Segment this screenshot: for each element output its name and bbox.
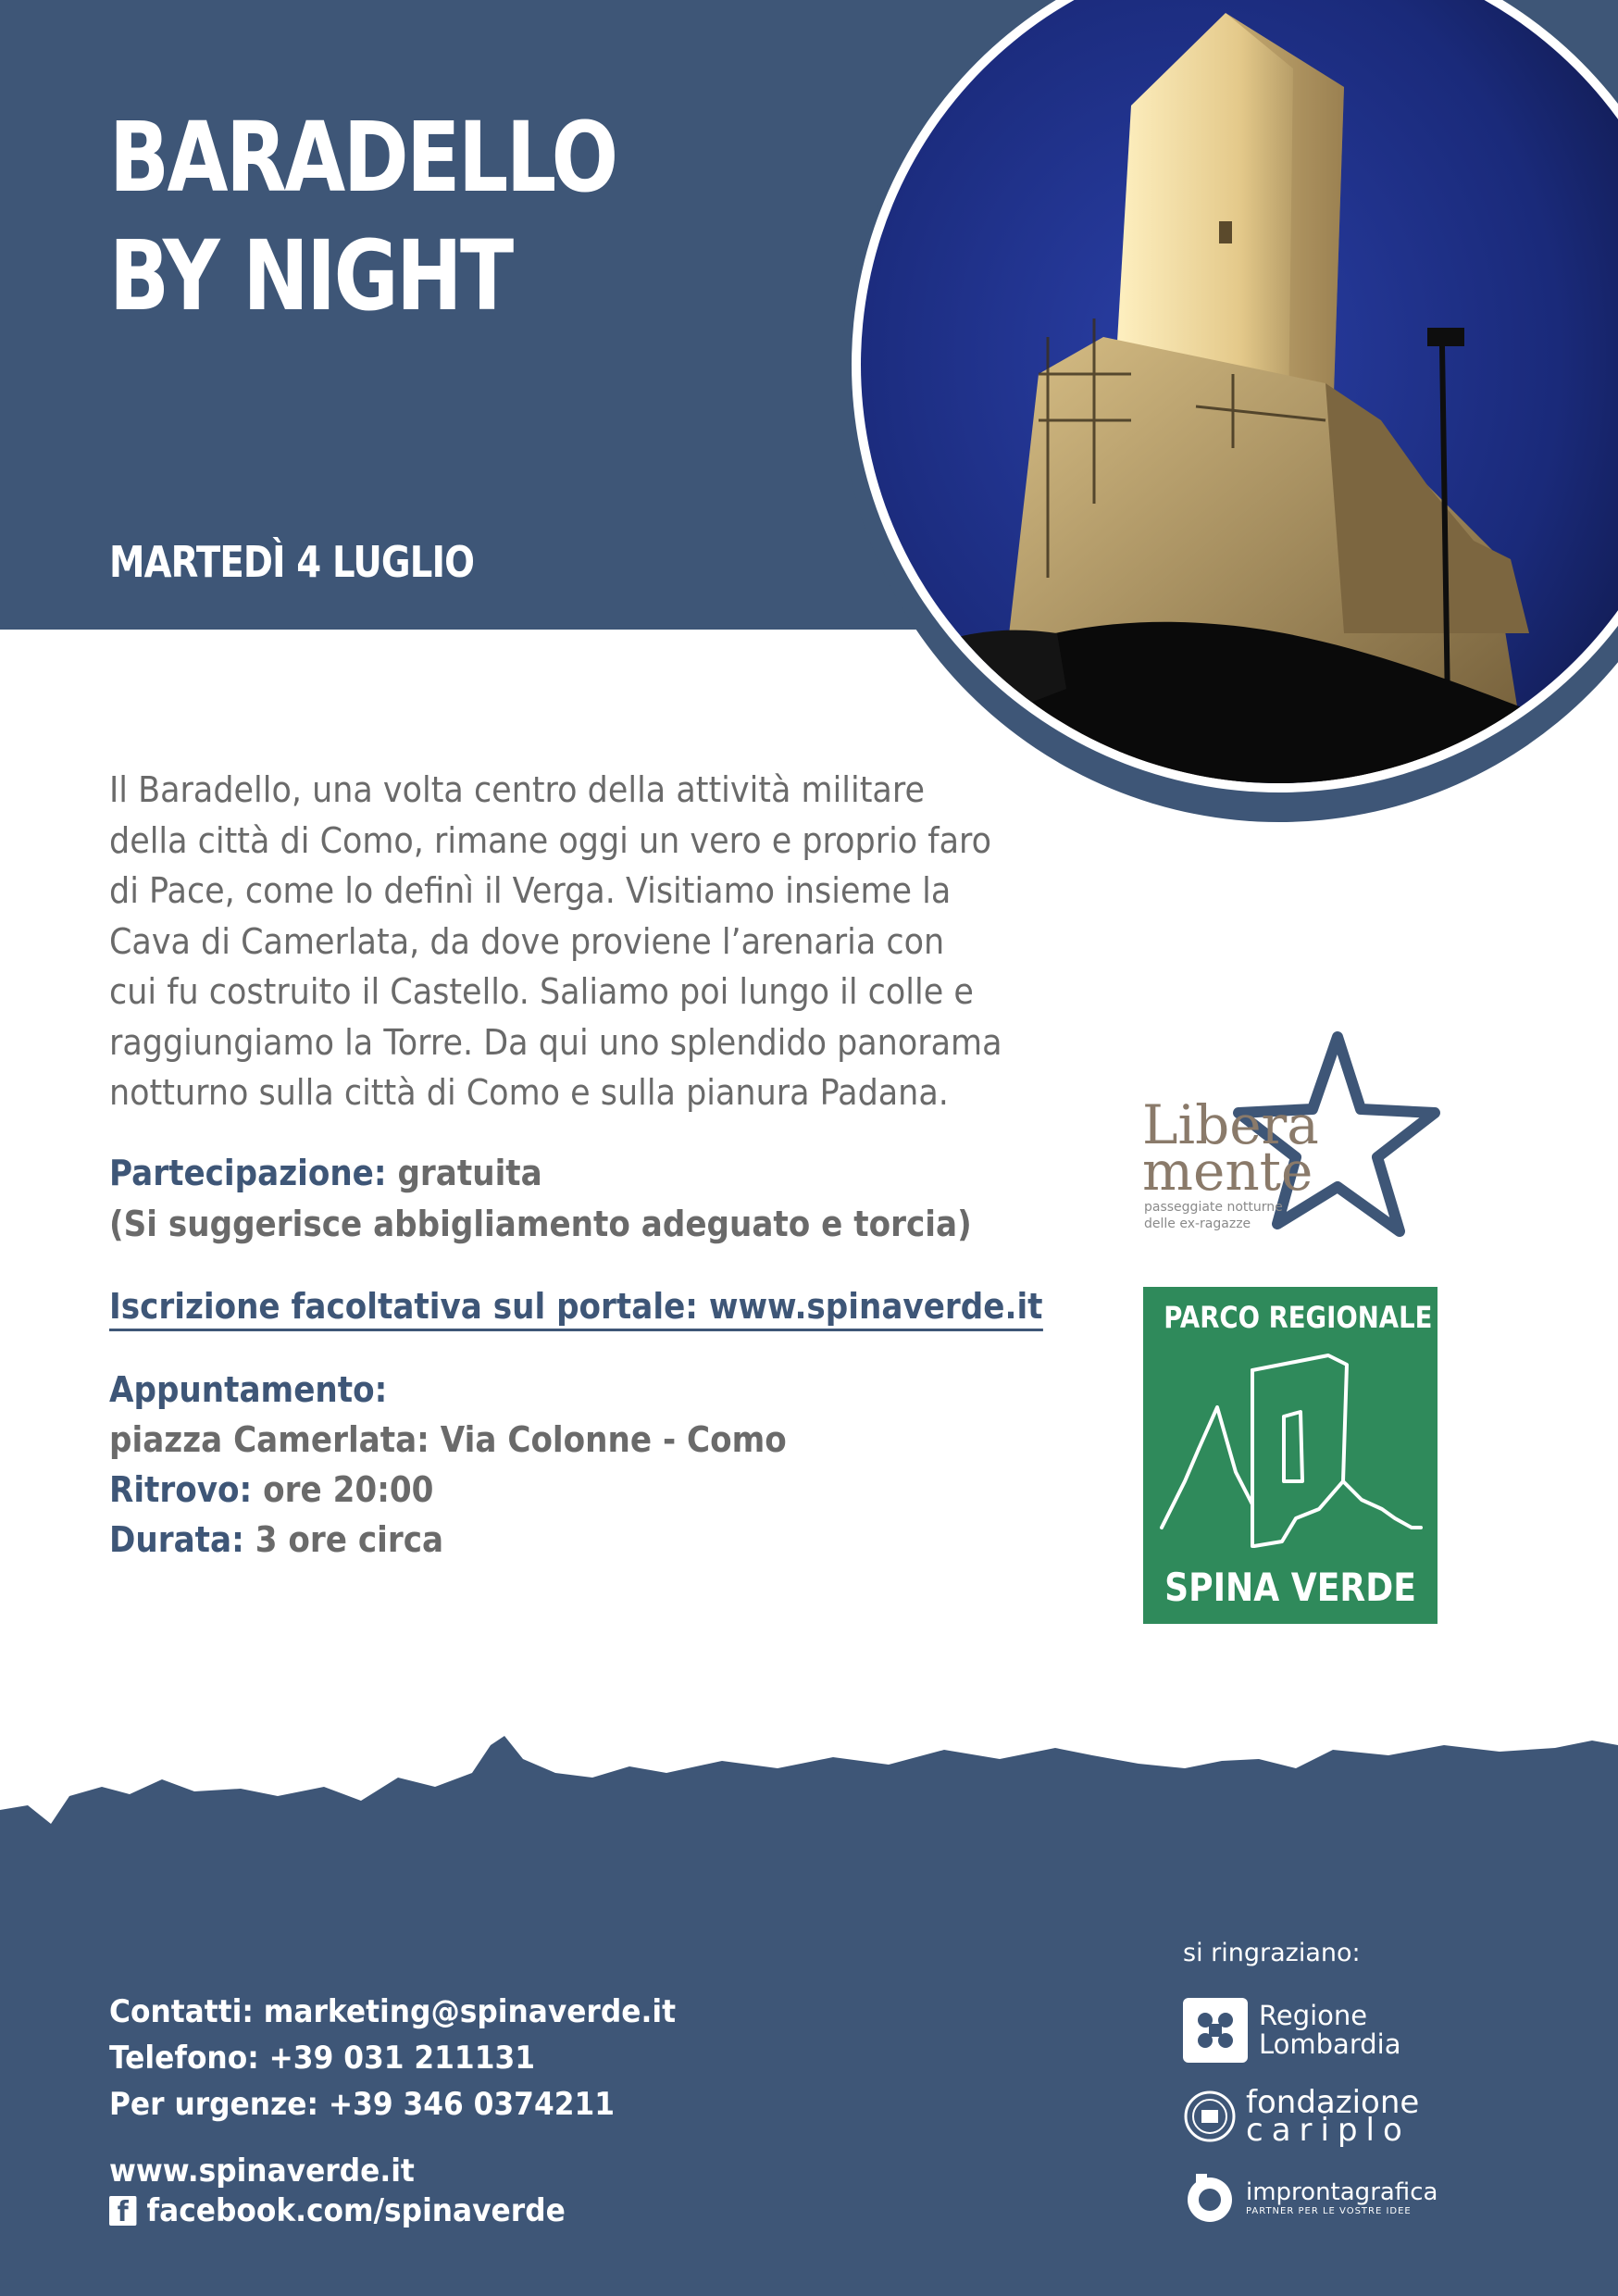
meeting-value: ore 20:00 [252, 1469, 434, 1510]
fondazione-cariplo-logo [1183, 2084, 1420, 2149]
description-line: cui fu costruito il Castello. Saliamo poi lungo il colle e [109, 971, 974, 1012]
duration-label: Durata: [109, 1519, 244, 1560]
parco-spina-verde-logo [1143, 1287, 1438, 1624]
meeting-label: Ritrovo: [109, 1469, 253, 1510]
svg-text:delle ex-ragazze: delle ex-ragazze [1144, 1217, 1251, 1231]
parco-logo-top: PARCO REGIONALE [1164, 1300, 1433, 1335]
improntagrafica-logo [1183, 2170, 1438, 2224]
facebook-url: facebook.com/spinaverde [146, 2192, 566, 2229]
contact-phone[interactable]: Telefono: +39 031 211131 [109, 2040, 535, 2077]
improntagrafica-icon [1183, 2170, 1237, 2224]
meeting-time [109, 1465, 433, 1515]
cariplo-line-2: cariplo [1246, 2112, 1411, 2149]
description [109, 765, 1029, 1118]
svg-text:passeggiate notturne: passeggiate notturne [1144, 1200, 1283, 1215]
participation [109, 1148, 542, 1198]
title-line-1: BARADELLO [109, 101, 616, 214]
regione-lombardia-icon [1183, 1998, 1248, 2063]
title-line-2: BY NIGHT [109, 219, 512, 332]
contact-email[interactable]: Contatti: marketing@spinaverde.it [109, 1993, 677, 2030]
facebook-link[interactable] [109, 2192, 566, 2229]
appointment-label [109, 1365, 387, 1415]
tower-outline-icon [1143, 1342, 1438, 1555]
description-line: della città di Como, rimane oggi un vero e proprio faro [109, 819, 992, 861]
thanks-label: si ringraziano: [1183, 1939, 1361, 1967]
regione-line-2: Lombardia [1259, 2028, 1401, 2060]
event-date: MARTEDÌ 4 LUGLIO [109, 537, 475, 587]
impronta-name: improntagrafica [1246, 2177, 1438, 2206]
duration [109, 1515, 443, 1565]
impronta-tagline: PARTNER PER LE VOSTRE IDEE [1246, 2205, 1412, 2216]
libera-mente-logo [1139, 1028, 1444, 1241]
appointment-heading: Appuntamento: [109, 1369, 388, 1410]
parco-logo-bottom: SPINA VERDE [1164, 1565, 1416, 1610]
regione-lombardia-logo [1183, 1998, 1400, 2063]
regione-line-1: Regione [1259, 2000, 1368, 2031]
participation-note: (Si suggerisce abbigliamento adeguato e torcia) [109, 1204, 972, 1244]
description-line: di Pace, come lo definì il Verga. Visitiamo insieme la [109, 870, 952, 911]
description-line: Cava di Camerlata, da dove proviene l’arenaria con [109, 920, 945, 962]
duration-value: 3 ore circa [243, 1519, 444, 1560]
mountain-ridge [0, 1722, 1618, 1852]
facebook-icon: f [109, 2196, 136, 2226]
description-line: Il Baradello, una volta centro della attività militare [109, 769, 925, 810]
svg-text:Libera: Libera [1142, 1093, 1319, 1156]
cariplo-seal-icon [1183, 2090, 1237, 2143]
appointment-place: piazza Camerlata: Via Colonne - Como [109, 1419, 787, 1460]
registration-row [109, 1281, 1043, 1331]
website-link[interactable]: www.spinaverde.it [109, 2152, 415, 2190]
description-line: raggiungiamo la Torre. Da qui uno splendido panorama [109, 1021, 1002, 1063]
participation-value: gratuita [386, 1153, 542, 1193]
registration-link[interactable]: Iscrizione facoltativa sul portale: www.spinaverde.it [109, 1286, 1043, 1331]
description-line: notturno sulla città di Como e sulla pianura Padana. [109, 1072, 949, 1113]
cariplo-line-1: fondazione [1246, 2084, 1420, 2121]
svg-text:mente: mente [1142, 1140, 1313, 1203]
participation-label: Partecipazione: [109, 1153, 387, 1193]
contact-urgent[interactable]: Per urgenze: +39 346 0374211 [109, 2086, 616, 2123]
